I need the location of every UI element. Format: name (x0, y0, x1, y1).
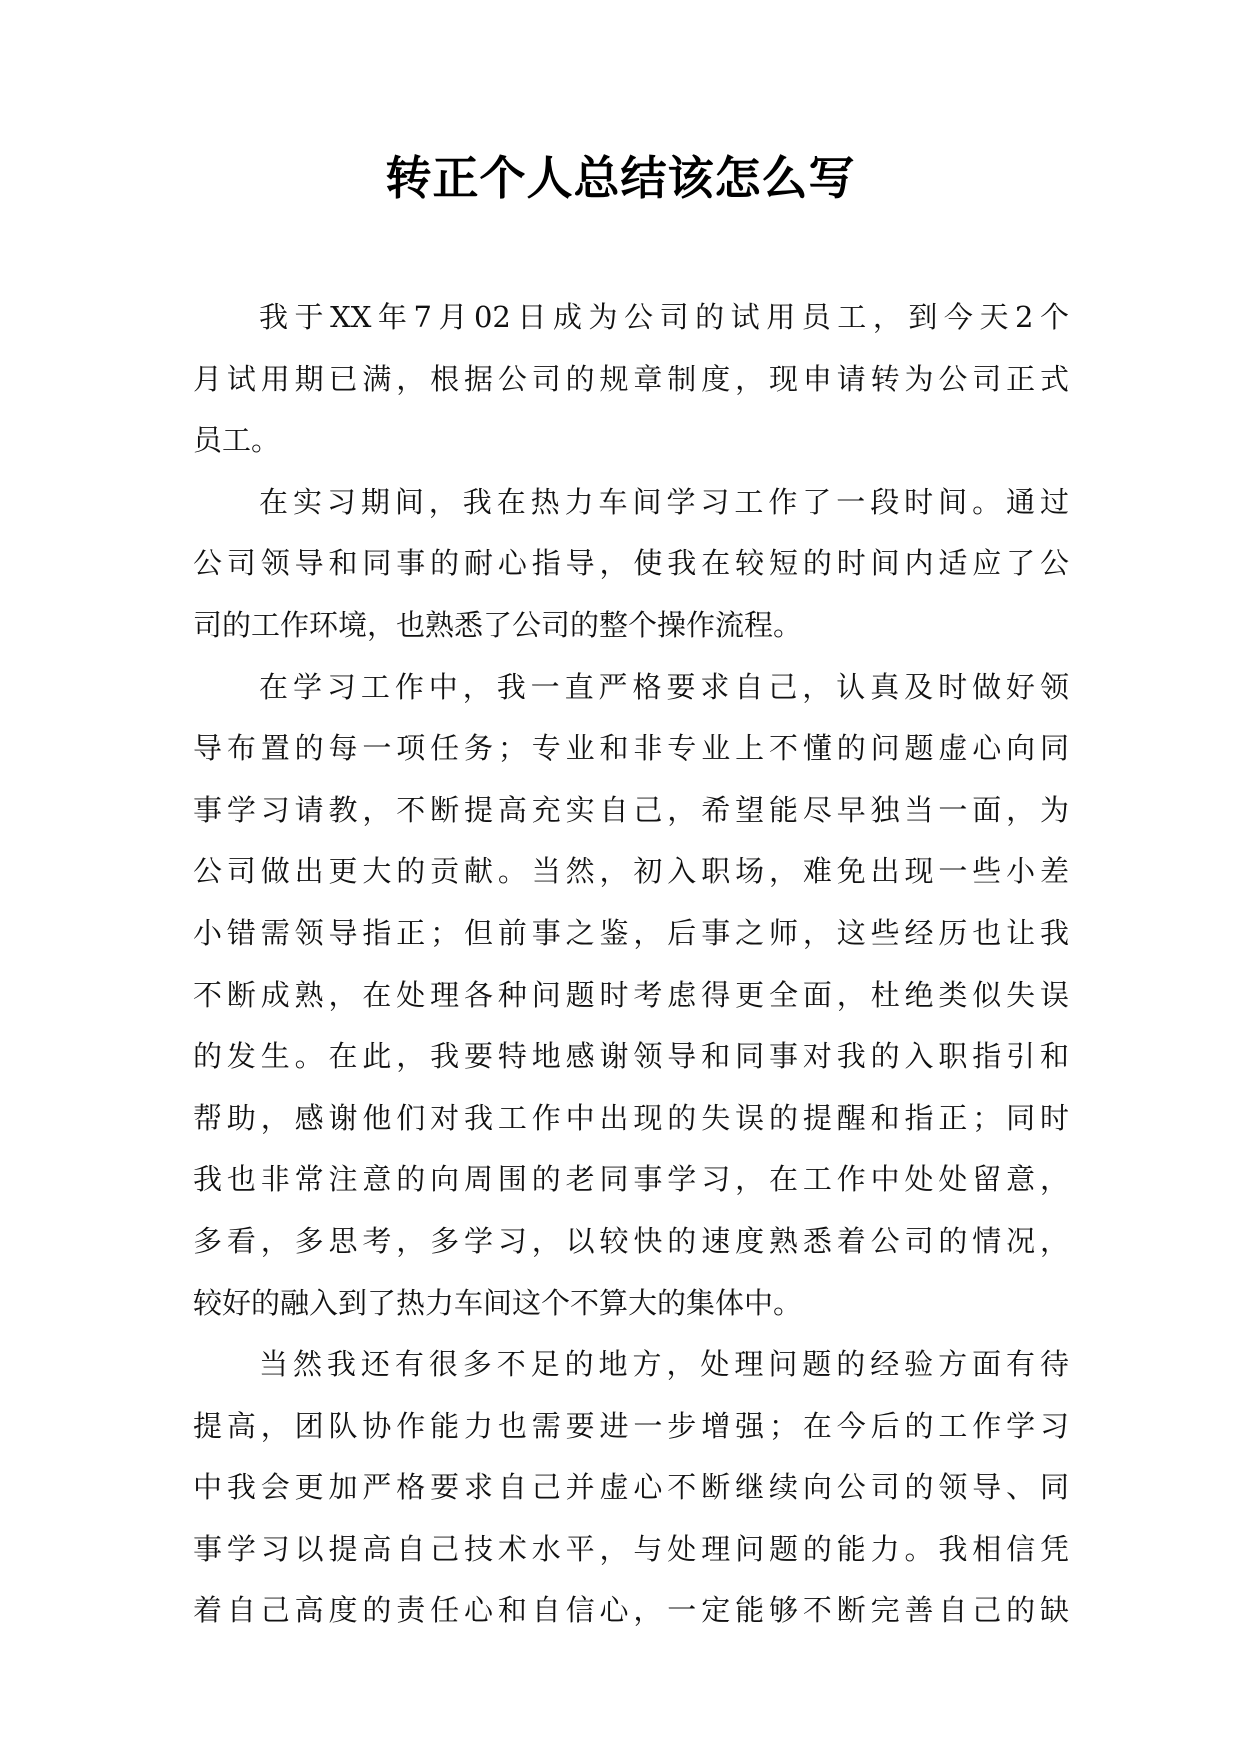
text-line: 在实习期间，我在热力车间学习工作了一段时间。通过 (259, 484, 1069, 519)
text-line: 着自己高度的责任心和自信心，一定能够不断完善自己的缺 (193, 1593, 1069, 1628)
text-line: 当然我还有很多不足的地方，处理问题的经验方面有待 (259, 1347, 1069, 1382)
text-line: 事学习以提高自己技术水平，与处理问题的能力。我相信凭 (193, 1531, 1069, 1566)
document-title: 转正个人总结该怎么写 (385, 151, 856, 205)
text-line: 导布置的每一项任务；专业和非专业上不懂的问题虚心向同 (193, 731, 1069, 766)
document-body (193, 287, 1069, 1642)
text-line: 司的工作环境，也熟悉了公司的整个操作流程。 (193, 607, 803, 642)
text-line: 公司领导和同事的耐心指导，使我在较短的时间内适应了公 (193, 546, 1069, 581)
text-line: 月试用期已满，根据公司的规章制度，现申请转为公司正式 (193, 361, 1069, 396)
paragraph (193, 472, 1069, 657)
text-line: 的发生。在此，我要特地感谢领导和同事对我的入职指引和 (193, 1039, 1069, 1074)
text-line: 公司做出更大的贡献。当然，初入职场，难免出现一些小差 (193, 854, 1069, 889)
text-line: 员工。 (193, 423, 281, 458)
text-line: 较好的融入到了热力车间这个不算大的集体中。 (193, 1285, 803, 1320)
paragraph (193, 657, 1069, 1335)
text-line: 小错需领导指正；但前事之鉴，后事之师，这些经历也让我 (193, 915, 1069, 950)
text-line: 事学习请教，不断提高充实自己，希望能尽早独当一面，为 (193, 792, 1069, 827)
text-line: 我于XX年7月02日成为公司的试用员工，到今天2个 (259, 300, 1069, 334)
text-line: 我也非常注意的向周围的老同事学习，在工作中处处留意， (193, 1162, 1069, 1197)
text-line: 中我会更加严格要求自己并虚心不断继续向公司的领导、同 (193, 1470, 1069, 1505)
text-line: 在学习工作中，我一直严格要求自己，认真及时做好领 (259, 669, 1069, 704)
text-line: 帮助，感谢他们对我工作中出现的失误的提醒和指正；同时 (193, 1100, 1069, 1135)
text-line: 不断成熟，在处理各种问题时考虑得更全面，杜绝类似失误 (193, 977, 1069, 1012)
paragraph (193, 287, 1069, 472)
text-line: 多看，多思考，多学习，以较快的速度熟悉着公司的情况， (193, 1223, 1069, 1258)
text-line: 提高，团队协作能力也需要进一步增强；在今后的工作学习 (193, 1408, 1069, 1443)
paragraph (193, 1334, 1069, 1642)
